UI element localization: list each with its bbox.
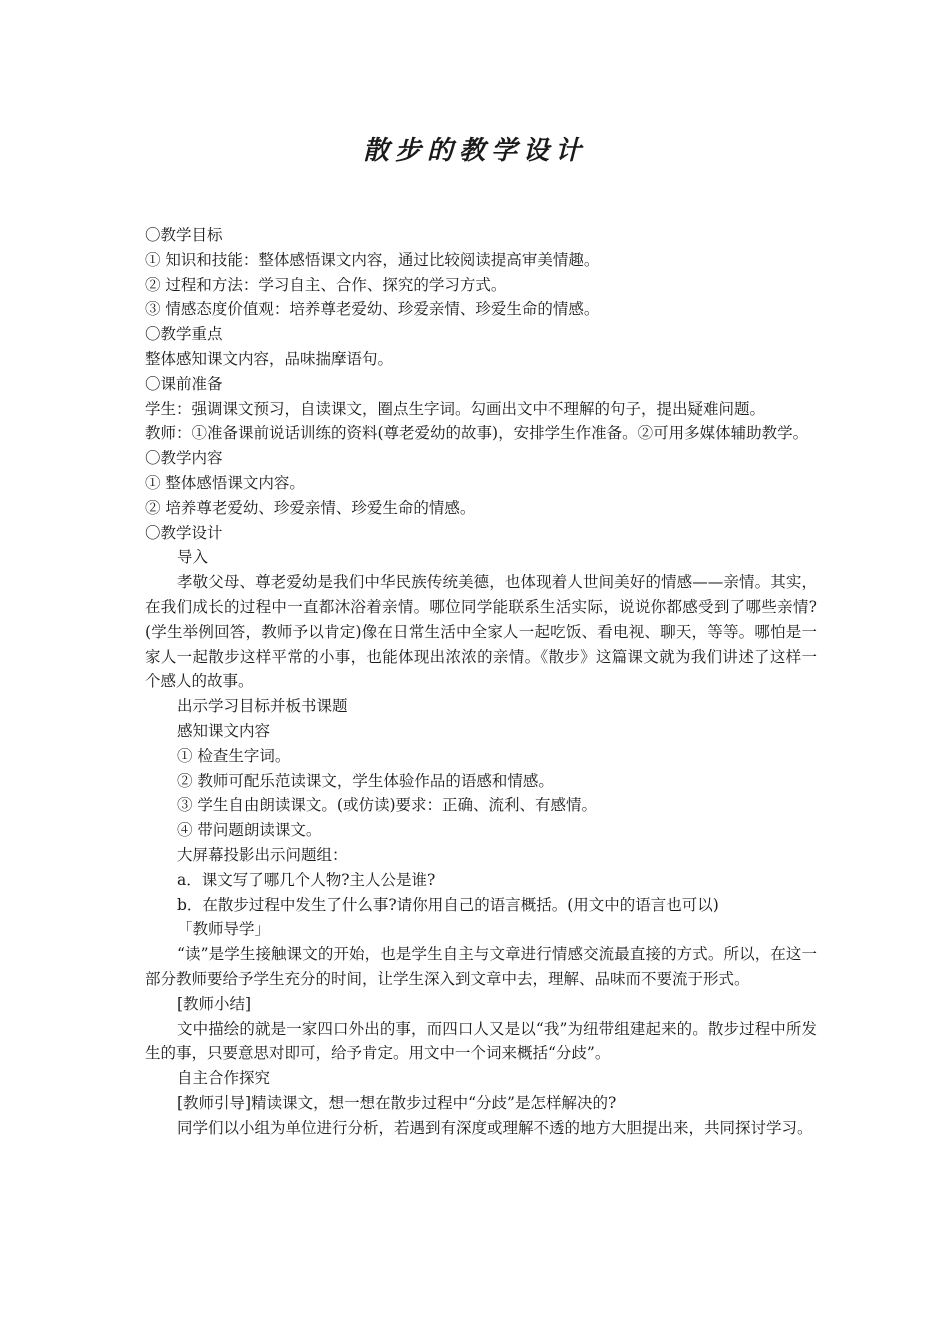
perceive-label: 感知课文内容 (177, 721, 271, 740)
perceive-item: ③ 学生自由朗读课文。(或仿读)要求：正确、流利、有感情。 (177, 796, 598, 815)
prep-heading: 〇课前准备 (145, 374, 223, 393)
summary-label: [教师小结] (177, 994, 252, 1013)
objective-item: ③ 情感态度价值观：培养尊老爱幼、珍爱亲情、珍爱生命的情感。 (145, 300, 600, 319)
explore-guide: [教师引导]精读课文，想一想在散步过程中“分歧”是怎样解决的? (177, 1093, 617, 1112)
content-heading: 〇教学内容 (145, 449, 223, 468)
objective-item: ② 过程和方法：学习自主、合作、探究的学习方式。 (145, 275, 507, 294)
objective-item: ① 知识和技能：整体感悟课文内容，通过比较阅读提高审美情趣。 (145, 250, 600, 269)
page-title: 散步的教学设计 (362, 136, 587, 166)
perceive-item: ④ 带问题朗读课文。 (177, 821, 322, 840)
intro-label: 导入 (177, 548, 209, 567)
document-body (145, 223, 817, 1140)
objectives-heading: 〇教学目标 (145, 226, 223, 244)
explore-label: 自主合作探究 (177, 1069, 271, 1088)
show-goals: 出示学习目标并板书课题 (177, 697, 348, 716)
perceive-item: ② 教师可配乐范读课文，学生体验作品的语感和情感。 (177, 771, 554, 790)
design-heading: 〇教学设计 (145, 523, 223, 542)
guide-text: “读”是学生接触课文的开始，也是学生自主与文章进行情感交流最直接的方式。所以，在这一部分教师要给予学生充分的时间，让学生深入到文章中去，理解、品味而不要流于形式。 (145, 945, 817, 988)
question-item: b．在散步过程中发生了什么事?请你用自己的语言概括。(用文中的语言也可以) (177, 895, 719, 914)
explore-text: 同学们以小组为单位进行分析，若遇到有深度或理解不透的地方大胆提出来，共同探讨学习。 (177, 1118, 813, 1137)
intro-text: 孝敬父母、尊老爱幼是我们中华民族传统美德，也体现着人世间美好的情感——亲情。其实，在我们成长的过程中一直都沐浴着亲情。哪位同学能联系生活实际，说说你都感受到了哪些亲情?(学生举例回答，教师予以肯定)像在日常生活中全家人一起吃饭、看电视、聊天，等等。哪怕是一家人一起散步这样平常的小事，也能体现出浓浓的亲情。《散步》这篇课文就为我们讲述了这样一个感人的故事。 (145, 573, 817, 691)
screen-label: 大屏幕投影出示问题组： (177, 845, 348, 864)
prep-teacher: 教师：①准备课前说话训练的资料(尊老爱幼的故事)，安排学生作准备。②可用多媒体辅助教学。 (145, 424, 809, 443)
prep-student: 学生：强调课文预习，自读课文，圈点生字词。勾画出文中不理解的句子，提出疑难问题。 (145, 399, 766, 418)
content-item: ② 培养尊老爱幼、珍爱亲情、珍爱生命的情感。 (145, 498, 476, 517)
content-item: ① 整体感悟课文内容。 (145, 473, 305, 492)
perceive-item: ① 检查生字词。 (177, 746, 291, 765)
summary-text: 文中描绘的就是一家四口外出的事，而四口人又是以“我”为纽带组建起来的。散步过程中所发生的事，只要意思对即可，给予肯定。用文中一个词来概括“分歧”。 (145, 1019, 817, 1063)
guide-label: 「教师导学」 (177, 920, 271, 939)
focus-text: 整体感知课文内容，品味揣摩语句。 (145, 349, 394, 368)
focus-heading: 〇教学重点 (145, 325, 223, 344)
question-item: a．课文写了哪几个人物?主人公是谁? (177, 870, 436, 889)
